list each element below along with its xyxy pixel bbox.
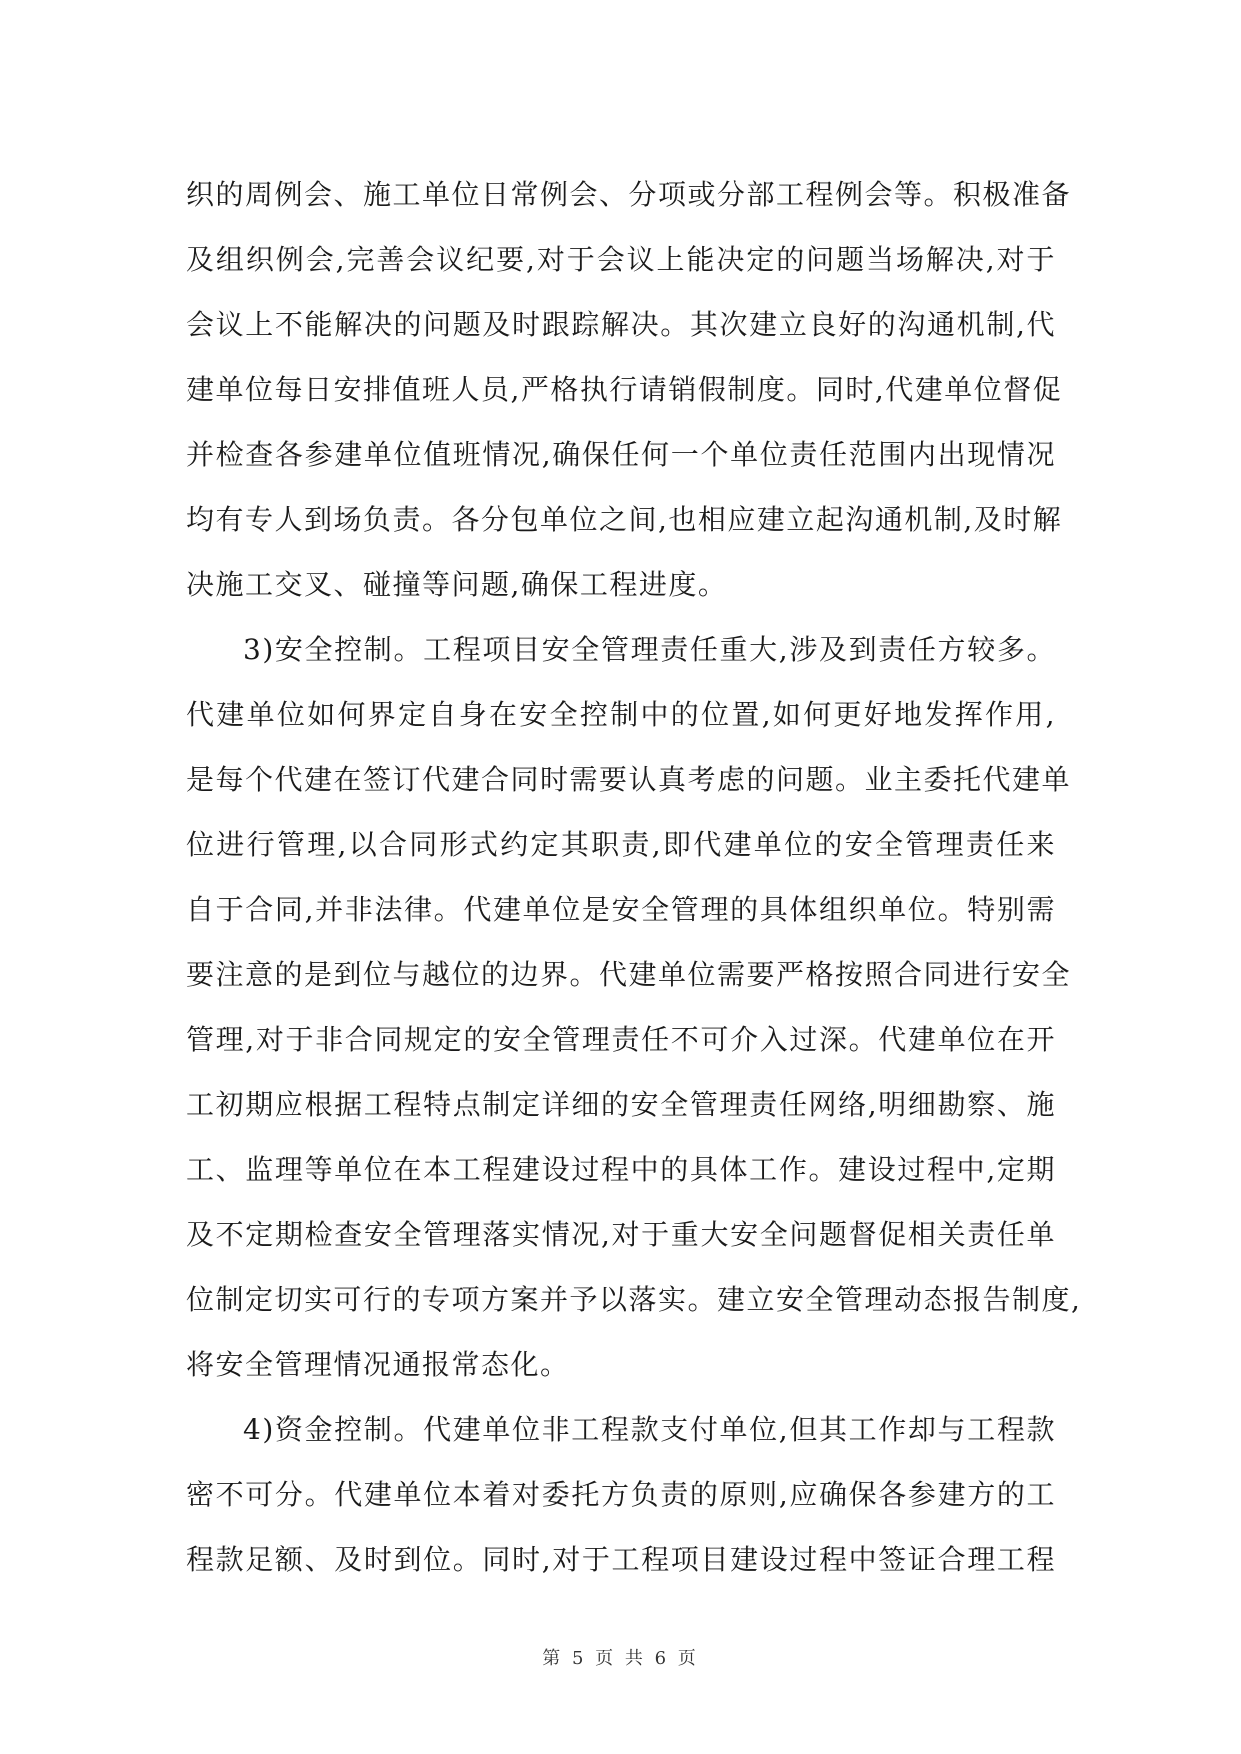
text-line: 管理,对于非合同规定的安全管理责任不可介入过深。代建单位在开 [186, 1023, 1056, 1056]
body-text [186, 162, 1082, 1592]
text-line: 工初期应根据工程特点制定详细的安全管理责任网络,明细勘察、施 [186, 1088, 1056, 1121]
text-line: 代建单位如何界定自身在安全控制中的位置,如何更好地发挥作用, [186, 698, 1056, 731]
paragraph-start-fund-control: 4)资金控制。代建单位非工程款支付单位,但其工作却与工程款 [243, 1413, 1056, 1446]
text-line: 并检查各参建单位值班情况,确保任何一个单位责任范围内出现情况 [186, 438, 1056, 471]
text-line: 自于合同,并非法律。代建单位是安全管理的具体组织单位。特别需 [186, 893, 1056, 926]
text-line: 及不定期检查安全管理落实情况,对于重大安全问题督促相关责任单 [186, 1218, 1056, 1251]
text-line: 位制定切实可行的专项方案并予以落实。建立安全管理动态报告制度, [186, 1283, 1082, 1316]
text-line: 会议上不能解决的问题及时跟踪解决。其次建立良好的沟通机制,代 [186, 308, 1056, 341]
text-line: 程款足额、及时到位。同时,对于工程项目建设过程中签证合理工程 [186, 1543, 1056, 1576]
text-line: 决施工交叉、碰撞等问题,确保工程进度。 [186, 568, 728, 601]
text-line: 织的周例会、施工单位日常例会、分项或分部工程例会等。积极准备 [186, 178, 1072, 211]
paragraph-start-safety-control: 3)安全控制。工程项目安全管理责任重大,涉及到责任方较多。 [243, 633, 1056, 666]
text-line: 密不可分。代建单位本着对委托方负责的原则,应确保各参建方的工 [186, 1478, 1056, 1511]
text-line: 将安全管理情况通报常态化。 [186, 1348, 570, 1381]
page-number-footer: 第 5 页 共 6 页 [542, 1648, 699, 1669]
text-line: 位进行管理,以合同形式约定其职责,即代建单位的安全管理责任来 [186, 828, 1056, 861]
text-line: 及组织例会,完善会议纪要,对于会议上能决定的问题当场解决,对于 [186, 243, 1056, 276]
text-line: 是每个代建在签订代建合同时需要认真考虑的问题。业主委托代建单 [186, 763, 1072, 796]
text-line: 均有专人到场负责。各分包单位之间,也相应建立起沟通机制,及时解 [186, 503, 1063, 536]
text-line: 建单位每日安排值班人员,严格执行请销假制度。同时,代建单位督促 [186, 373, 1063, 406]
text-line: 工、监理等单位在本工程建设过程中的具体工作。建设过程中,定期 [186, 1153, 1056, 1186]
text-line: 要注意的是到位与越位的边界。代建单位需要严格按照合同进行安全 [186, 958, 1072, 991]
